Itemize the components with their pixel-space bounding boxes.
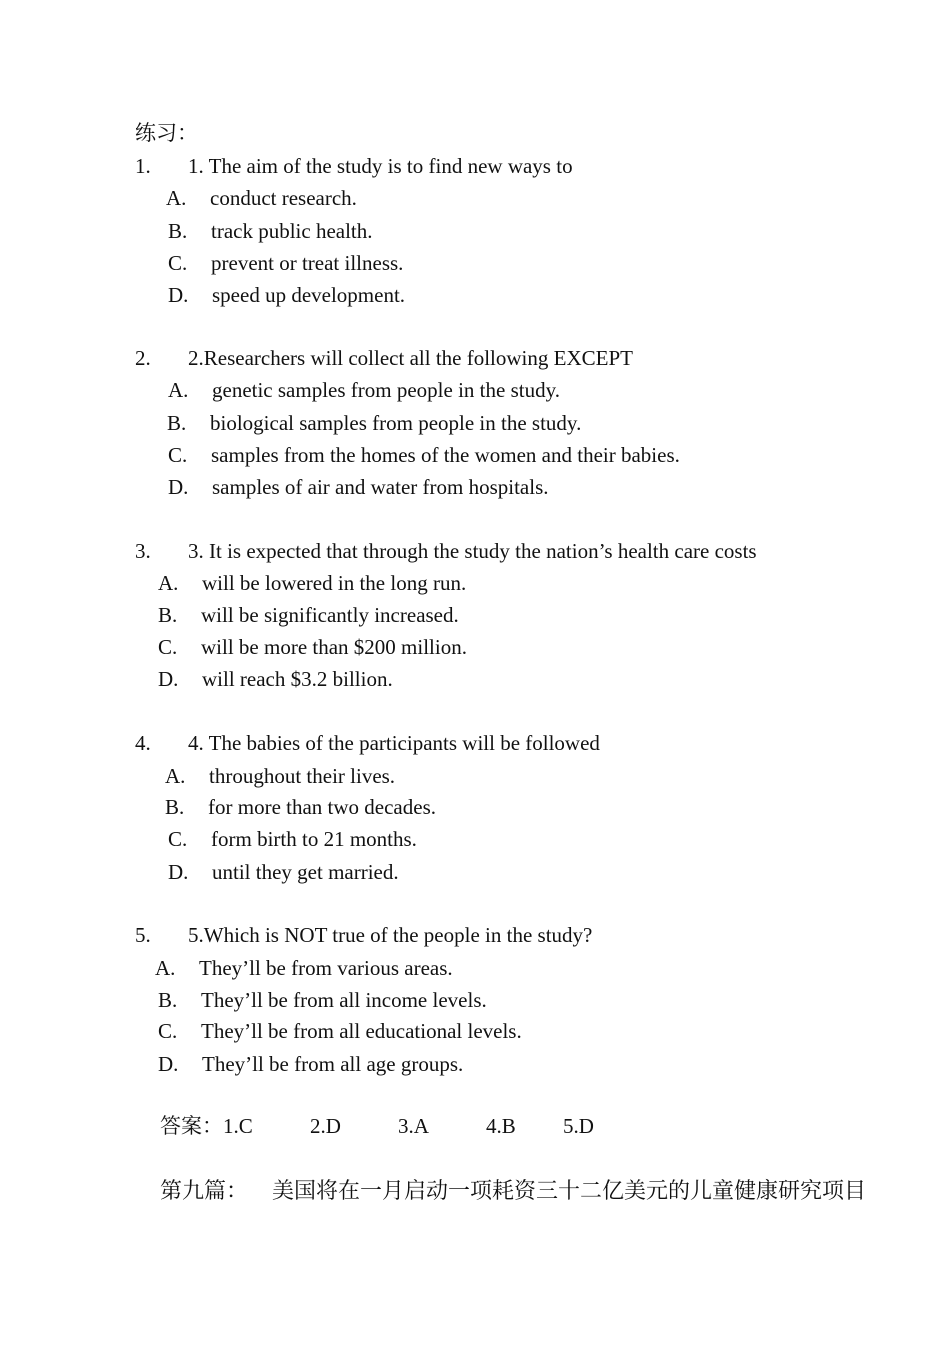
question-text: 5.Which is NOT true of the people in the study? <box>188 923 593 947</box>
option-text: will be significantly increased. <box>201 603 459 627</box>
section-label: 第九篇： <box>160 1178 249 1203</box>
option-letter: C. <box>158 1019 178 1043</box>
question-number: 3. <box>135 539 151 563</box>
option-letter: D. <box>168 475 189 499</box>
option-text: track public health. <box>211 219 373 243</box>
exercise-heading: 练习： <box>135 121 198 145</box>
option-letter: B. <box>158 988 178 1012</box>
option-letter: B. <box>158 603 178 627</box>
answer-item: 5.D <box>563 1114 594 1138</box>
answer-item: 3.A <box>398 1114 429 1138</box>
option-letter: B. <box>165 795 185 819</box>
option-text: biological samples from people in the study. <box>210 411 582 435</box>
option-letter: B. <box>167 411 187 435</box>
option-letter: A. <box>168 378 189 402</box>
question-number: 2. <box>135 346 151 370</box>
question-text: 4. The babies of the participants will be followed <box>188 731 600 755</box>
option-letter: B. <box>168 219 188 243</box>
option-text: prevent or treat illness. <box>211 251 404 275</box>
option-letter: A. <box>158 571 179 595</box>
question-text: 1. The aim of the study is to find new ways to <box>188 154 573 178</box>
option-text: They’ll be from all age groups. <box>202 1052 464 1076</box>
option-letter: A. <box>155 956 176 980</box>
option-text: They’ll be from all educational levels. <box>201 1019 522 1043</box>
option-letter: C. <box>168 827 188 851</box>
question-number: 1. <box>135 154 151 178</box>
option-letter: D. <box>158 667 179 691</box>
option-text: will be more than $200 million. <box>201 635 467 659</box>
question-number: 5. <box>135 923 151 947</box>
section-heading-text: 美国将在一月启动一项耗资三十二亿美元的儿童健康研究项目 <box>272 1178 867 1203</box>
option-letter: C. <box>158 635 178 659</box>
answer-item: 2.D <box>310 1114 341 1138</box>
option-text: They’ll be from various areas. <box>199 956 453 980</box>
question-number: 4. <box>135 731 151 755</box>
option-text: genetic samples from people in the study. <box>212 378 560 402</box>
option-letter: A. <box>166 186 187 210</box>
answer-key <box>160 1116 594 1137</box>
option-text: throughout their lives. <box>209 764 396 788</box>
option-text: conduct research. <box>210 186 357 210</box>
answer-item: 4.B <box>486 1114 516 1138</box>
section-title <box>160 1180 866 1202</box>
option-text: samples from the homes of the women and their babies. <box>211 443 680 467</box>
option-text: form birth to 21 months. <box>211 827 417 851</box>
question-text: 2.Researchers will collect all the following EXCEPT <box>188 346 633 370</box>
answer-item: 1.C <box>223 1114 253 1138</box>
option-letter: D. <box>168 283 189 307</box>
option-text: speed up development. <box>212 283 406 307</box>
answer-label: 答案： <box>160 1114 223 1138</box>
option-text: for more than two decades. <box>208 795 436 819</box>
option-text: They’ll be from all income levels. <box>201 988 487 1012</box>
option-text: will reach $3.2 billion. <box>202 667 393 691</box>
option-text: will be lowered in the long run. <box>202 571 467 595</box>
option-letter: D. <box>158 1052 179 1076</box>
question-text: 3. It is expected that through the study the nation’s health care costs <box>188 539 757 563</box>
option-letter: C. <box>168 443 188 467</box>
option-letter: A. <box>165 764 186 788</box>
option-text: until they get married. <box>212 860 399 884</box>
option-letter: D. <box>168 860 189 884</box>
option-text: samples of air and water from hospitals. <box>212 475 549 499</box>
option-letter: C. <box>168 251 188 275</box>
